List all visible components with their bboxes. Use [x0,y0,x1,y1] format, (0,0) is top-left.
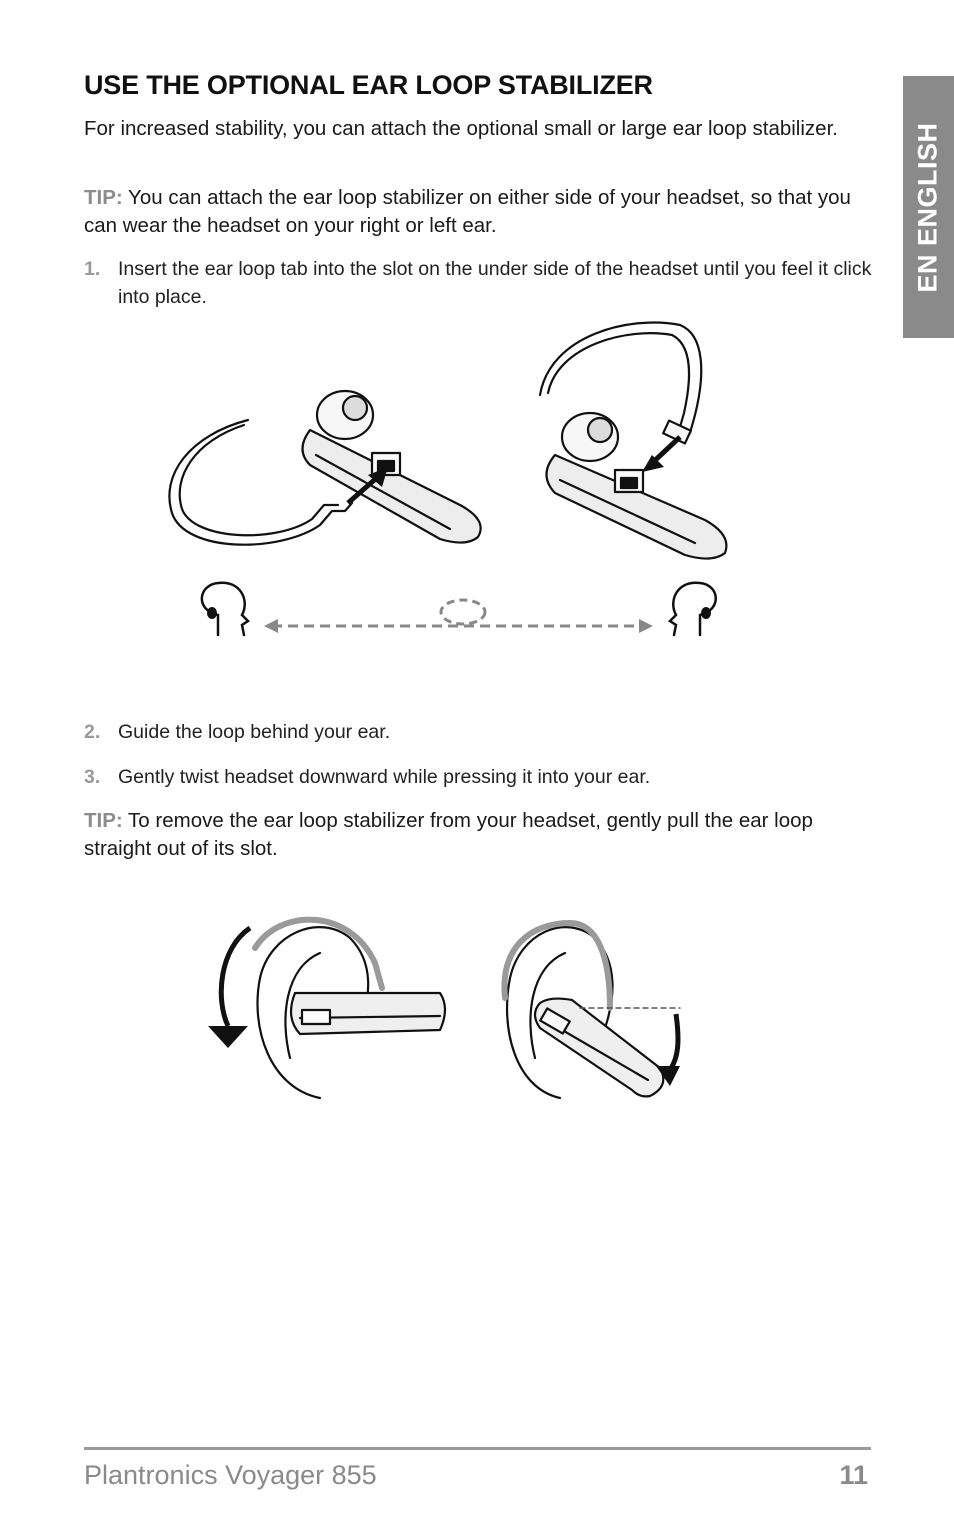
step-1 [84,255,874,311]
headset-wearing-illustration [200,908,700,1108]
tip-label: TIP: [84,186,123,209]
headset-ear-loop-attach-illustration [160,315,740,655]
tip-text: You can attach the ear loop stabilizer on either side of your headset, so that you can wear the headset on your right or left ear. [84,186,851,237]
footer-rule [84,1447,871,1450]
footer-product-name: Plantronics Voyager 855 [84,1460,377,1490]
intro-paragraph: For increased stability, you can attach the optional small or large ear loop stabilizer. [84,117,838,140]
language-tab [903,76,954,338]
tip-label: TIP: [84,809,123,832]
step-number: 2. [84,721,101,743]
step-text: Gently twist headset downward while pressing it into your ear. [118,766,651,788]
step-number: 3. [84,766,101,788]
tip-paragraph-1 [84,184,874,240]
section-title: USE THE OPTIONAL EAR LOOP STABILIZER [84,70,653,100]
step-number: 1. [84,258,101,280]
tip-text: To remove the ear loop stabilizer from your headset, gently pull the ear loop straight out of its slot. [84,809,813,860]
step-text: Guide the loop behind your ear. [118,721,391,743]
step-2 [84,718,874,746]
step-3 [84,763,874,791]
tip-paragraph-2 [84,807,874,863]
language-tab-label: EN ENGLISH [913,121,943,293]
step-text: Insert the ear loop tab into the slot on the under side of the headset until you feel it click into place. [118,258,872,308]
page-number: 11 [839,1460,868,1490]
